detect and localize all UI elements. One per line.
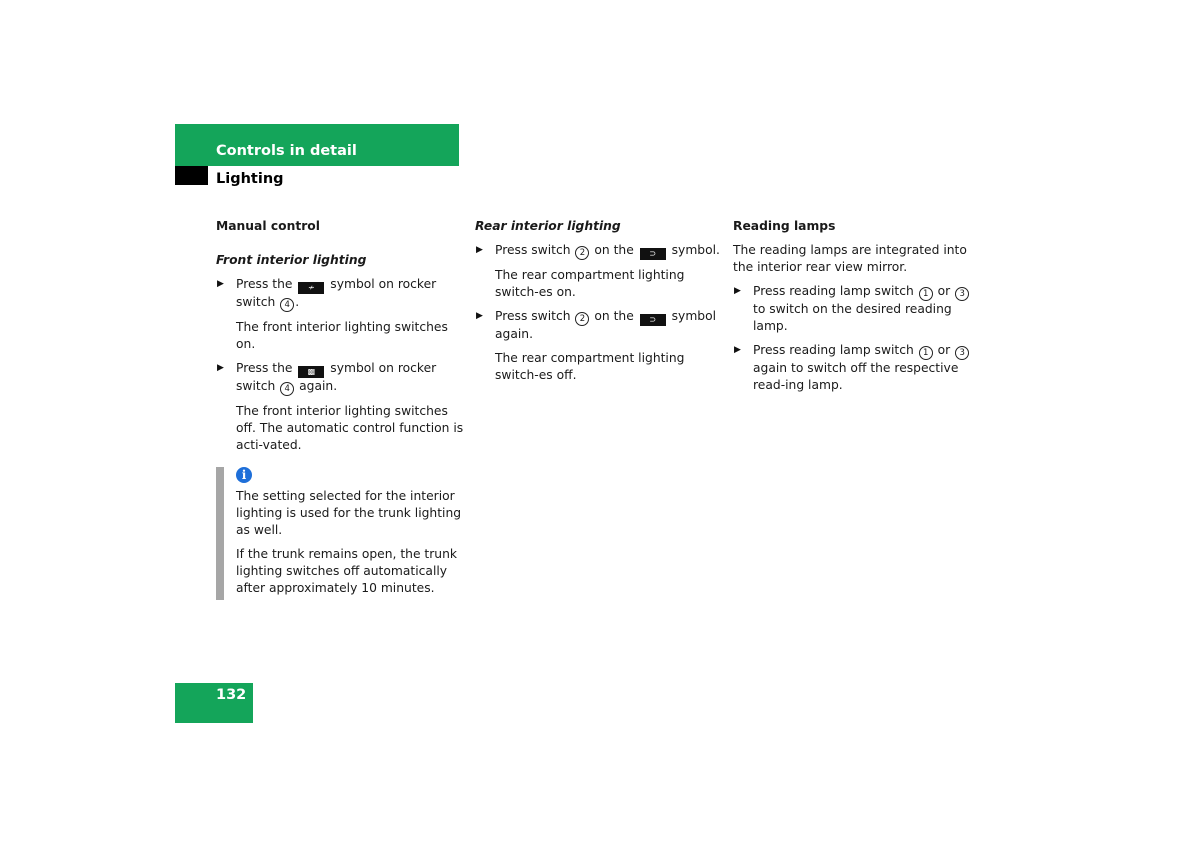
heading-manual-control: Manual control [216,219,320,233]
step-rear-on: ▶ Press switch 2 on the ⊃ symbol. [476,243,720,258]
front-lamp-symbol-icon: ≁ [298,282,324,294]
step-rear-off: ▶ Press switch 2 on the ⊃ symbol again. [476,309,717,341]
number-circle-icon: 2 [575,312,589,326]
number-circle-icon: 1 [919,287,933,301]
bullet-arrow-icon: ▶ [476,245,483,255]
info-text-2: If the trunk remains open, the trunk lighting switches off automatically after approximately 10 minutes. [236,547,458,595]
number-circle-icon: 3 [955,287,969,301]
bullet-arrow-icon: ▶ [217,279,224,289]
column-front-lighting [216,218,464,600]
auto-lamp-symbol-icon: ▩ [298,366,324,378]
info-bar [216,467,224,600]
subheading-rear-interior: Rear interior lighting [475,219,621,233]
bullet-arrow-icon: ▶ [217,363,224,373]
column-rear-lighting [475,218,723,391]
rear-lamp-symbol-icon: ⊃ [640,248,666,260]
reading-lamps-intro: The reading lamps are integrated into the interior rear view mirror. [733,243,967,274]
result-front-off: The front interior lighting switches off. The automatic control function is acti-vated. [236,404,464,452]
info-text-1: The setting selected for the interior lighting is used for the trunk lighting as well. [236,489,462,537]
section-marker [175,166,208,185]
result-front-on: The front interior lighting switches on. [236,320,448,351]
number-circle-icon: 2 [575,246,589,260]
step-front-off: ▶ Press the ▩ symbol on rocker switch 4 again. [217,361,437,394]
subheading-front-interior: Front interior lighting [216,253,367,267]
bullet-arrow-icon: ▶ [734,345,741,355]
step-reading-off: ▶ Press reading lamp switch 1 or 3 again to switch off the respective read-ing lamp. [733,342,983,394]
result-rear-on: The rear compartment lighting switch-es on. [495,268,685,299]
heading-reading-lamps: Reading lamps [733,219,836,233]
result-rear-off: The rear compartment lighting switch-es off. [495,351,685,382]
step-front-on: ▶ Press the ≁ symbol on rocker switch 4 . [217,277,437,310]
page-number: 132 [216,687,247,703]
section-title: Controls in detail [216,143,357,159]
info-note [216,467,464,600]
bullet-arrow-icon: ▶ [476,311,483,321]
info-icon: i [236,467,252,483]
step-reading-on: ▶ Press reading lamp switch 1 or 3 to switch on the desired reading lamp. [733,283,983,335]
bullet-arrow-icon: ▶ [734,286,741,296]
rear-lamp-symbol-icon: ⊃ [640,314,666,326]
number-circle-icon: 3 [955,346,969,360]
number-circle-icon: 4 [280,298,294,312]
number-circle-icon: 4 [280,382,294,396]
subsection-title: Lighting [216,171,284,187]
number-circle-icon: 1 [919,346,933,360]
column-reading-lamps [733,218,983,401]
